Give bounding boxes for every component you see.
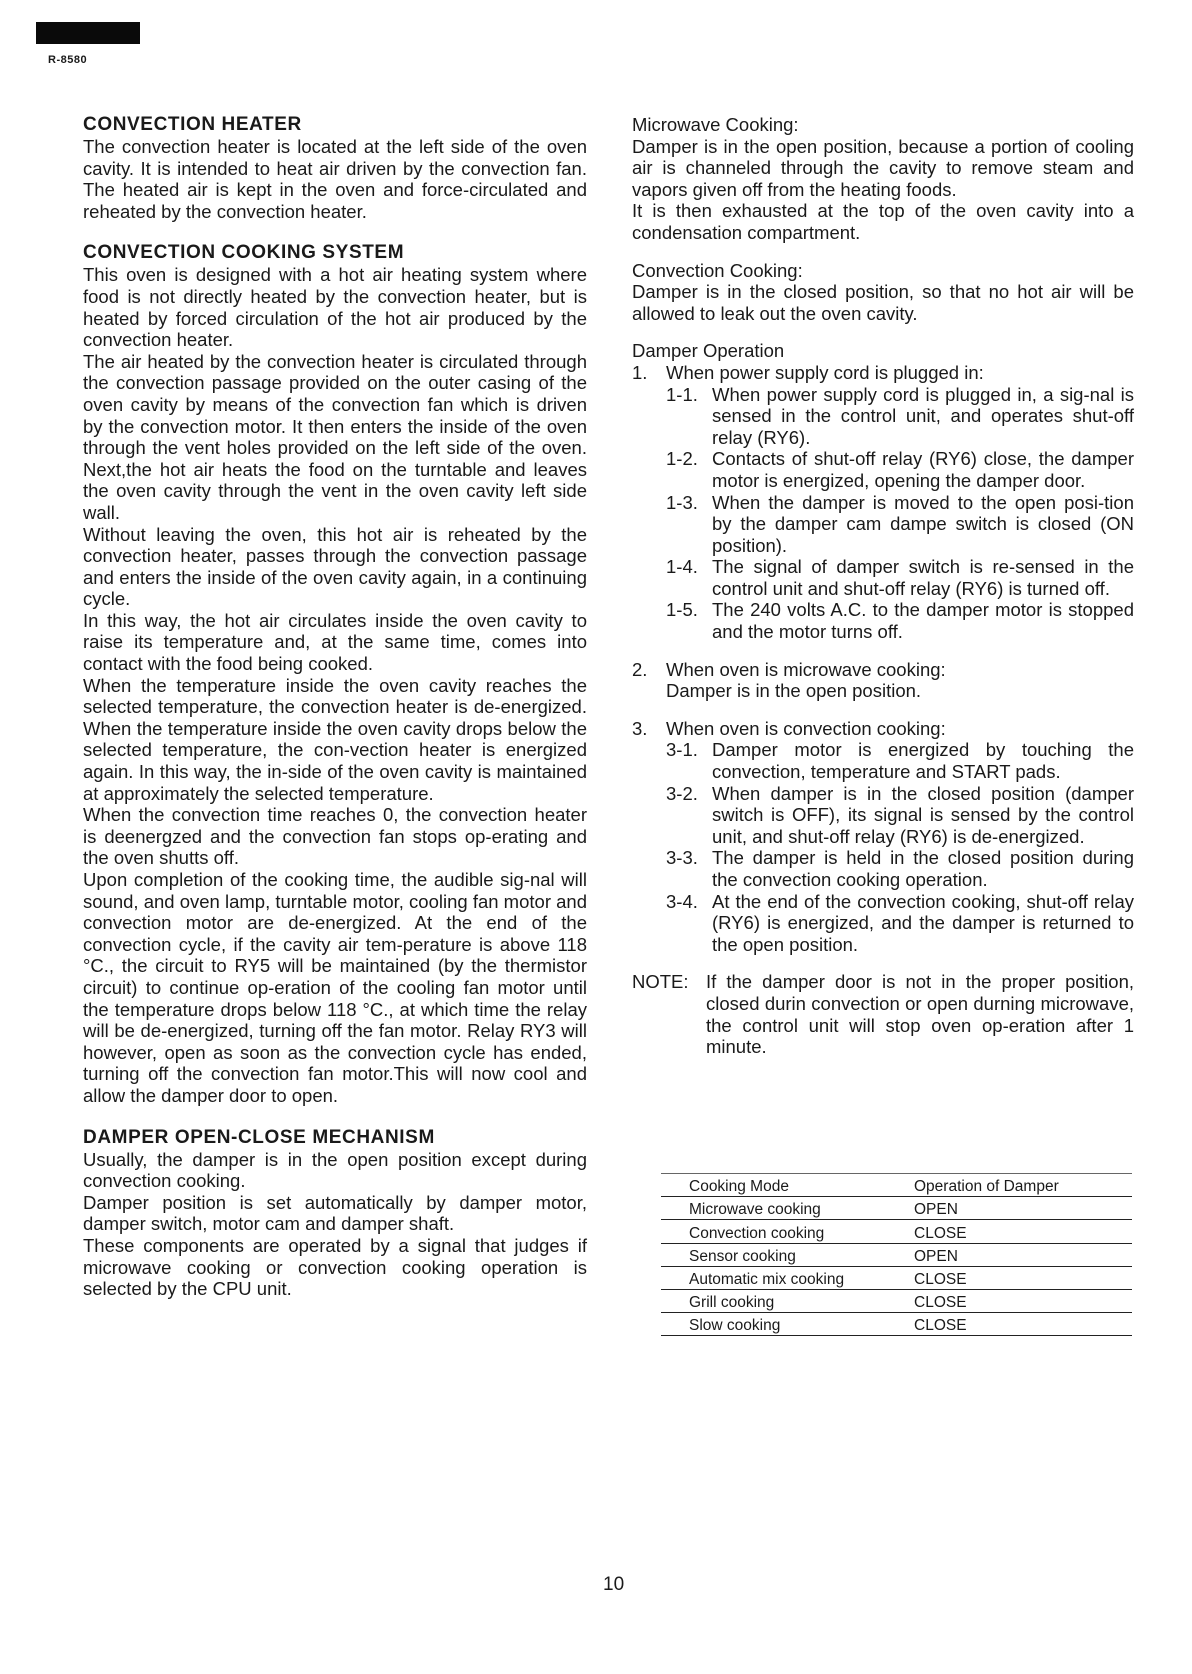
list-item: 1-2. Contacts of shut-off relay (RY6) close, the damper motor is energized, opening the damper door.: [666, 448, 1134, 491]
paragraph: In this way, the hot air circulates inside the oven cavity to raise its temperature and, at the same time, comes into contact with the food being cooked.: [83, 609, 587, 675]
paragraph: It is then exhausted at the top of the oven cavity into a condensation compartment.: [632, 200, 1134, 243]
subheading-convection-cooking: Convection Cooking:: [632, 259, 803, 281]
table-cell: CLOSE: [914, 1220, 1132, 1243]
table-row: [661, 1243, 1132, 1266]
paragraph: These components are operated by a signal that judges if microwave cooking or convection cooking operation is selected by the CPU unit.: [83, 1234, 587, 1300]
table-cell: Grill cooking: [661, 1289, 914, 1312]
list-item: 2. When oven is microwave cooking:: [632, 658, 946, 680]
table-cell: CLOSE: [914, 1313, 1132, 1336]
paragraph: Damper position is set automatically by damper motor, damper switch, motor cam and damper shaft.: [83, 1191, 587, 1235]
table-row: [661, 1220, 1132, 1243]
left-column: [83, 114, 587, 1300]
paragraph: Upon completion of the cooking time, the audible sig-nal will sound, and oven lamp, turntable motor, cooling fan motor and convection motor are de-energized. At the end of the convection cycle, if the cavity air tem-perature is above 118 °C., the circuit to RY5 will be maintained (by the thermistor circuit) to continue op-eration of the cooling fan motor until the temperature drops below 118 °C., at which time the relay will be de-energized, turning off the fan motor. Relay RY3 will however, open as soon as the convection cycle has ended, turning off the convection fan motor.This will now cool and allow the damper door to open.: [83, 869, 587, 1106]
table-header-cell: Operation of Damper: [914, 1174, 1132, 1197]
paragraph: Damper is in the open position.: [666, 680, 922, 702]
table-cell: Automatic mix cooking: [661, 1266, 914, 1289]
paragraph: Damper is in the open position, because a portion of cooling air is channeled through the cavity to remove steam and vapors given off from the heating foods.: [632, 135, 1134, 200]
section-title-convection-heater: CONVECTION HEATER: [83, 114, 302, 135]
table-cell: Sensor cooking: [661, 1243, 914, 1266]
paragraph: Damper is in the closed position, so that no hot air will be allowed to leak out the oven cavity.: [632, 281, 1134, 324]
table-cell: Convection cooking: [661, 1220, 914, 1243]
table-cell: Slow cooking: [661, 1313, 914, 1336]
table-row: [661, 1197, 1132, 1220]
section-title-damper-mechanism: DAMPER OPEN-CLOSE MECHANISM: [83, 1126, 435, 1148]
note: [632, 971, 1134, 1057]
list-item: 3-3. The damper is held in the closed position during the convection cooking operation.: [666, 847, 1134, 890]
section-title-convection-cooking-system: CONVECTION COOKING SYSTEM: [83, 242, 405, 264]
brand-logo-bar: [36, 22, 140, 44]
table-cell: OPEN: [914, 1197, 1132, 1220]
table-cell: OPEN: [914, 1243, 1132, 1266]
page-number: 10: [603, 1574, 625, 1595]
model-number: R-8580: [48, 54, 88, 66]
subheading-damper-operation: Damper Operation: [632, 340, 785, 362]
table-cell: CLOSE: [914, 1289, 1132, 1312]
subheading-microwave-cooking: Microwave Cooking:: [632, 114, 799, 135]
table-header-cell: Cooking Mode: [661, 1174, 914, 1197]
damper-operation-table: [661, 1173, 1132, 1336]
list-item: 1-5. The 240 volts A.C. to the damper motor is stopped and the motor turns off.: [666, 599, 1134, 643]
table-row: [661, 1289, 1132, 1312]
list-item: 1-4. The signal of damper switch is re-sensed in the control unit and shut-off relay (RY6) is turned off.: [666, 556, 1134, 599]
paragraph: Usually, the damper is in the open position except during convection cooking.: [83, 1148, 587, 1192]
paragraph: Without leaving the oven, this hot air is reheated by the convection heater, passes through the convection passage and enters the inside of the oven cavity again, in a continuing cycle.: [83, 523, 587, 610]
table-row: [661, 1266, 1132, 1289]
right-column: [632, 114, 1134, 1058]
note-text: If the damper door is not in the proper position, closed durin convection or open durning microwave, the control unit will stop oven op-eration after 1 minute.: [706, 971, 1134, 1058]
list-item: 1-3. When the damper is moved to the open posi-tion by the damper cam dampe switch is closed (ON position).: [666, 491, 1134, 556]
paragraph: When the convection time reaches 0, the convection heater is deenergzed and the convection fan stops op-erating and the oven shutts off.: [83, 804, 587, 869]
table-cell: Microwave cooking: [661, 1197, 914, 1220]
list-item: 1-1. When power supply cord is plugged in, a sig-nal is sensed in the control unit, and operates shut-off relay (RY6).: [666, 383, 1134, 448]
paragraph: When the temperature inside the oven cavity reaches the selected temperature, the convection heater is de-energized. When the temperature inside the oven cavity drops below the selected temperature, the con-vection heater is energized again. In this way, the in-side of the oven cavity is maintained at approximately the selected temperature.: [83, 674, 587, 804]
list-item: 3-1. Damper motor is energized by touching the convection, temperature and START pads.: [666, 739, 1134, 783]
paragraph: This oven is designed with a hot air heating system where food is not directly heated by the convection heater, but is heated by forced circulation of the hot air produced by the convection heater.: [83, 264, 587, 351]
list-item: 3. When oven is convection cooking:: [632, 717, 946, 739]
table-cell: CLOSE: [914, 1266, 1132, 1289]
table-header-row: [661, 1174, 1132, 1197]
list-item: 3-2. When damper is in the closed position (damper switch is OFF), its signal is sensed by the control unit, and shut-off relay (RY6) is de-energized.: [666, 782, 1134, 847]
paragraph: The air heated by the convection heater is circulated through the convection passage provided on the outer casing of the oven cavity by means of the convection fan which is driven by the convection motor. It then enters the inside of the oven through the vent holes provided on the left side of the oven. Next,the hot air heats the food on the turntable and leaves the oven cavity through the vent in the oven cavity left side wall.: [83, 350, 587, 523]
table-row: [661, 1313, 1132, 1336]
paragraph: The convection heater is located at the left side of the oven cavity. It is intended to heat air driven by the convection fan. The heated air is kept in the oven and force-circulated and reheated by the convection heater.: [83, 136, 587, 222]
list-item: 3-4. At the end of the convection cooking, shut-off relay (RY6) is energized, and the damper is returned to the open position.: [666, 890, 1134, 955]
list-item: 1. When power supply cord is plugged in:: [632, 361, 984, 383]
note-label: NOTE:: [632, 971, 689, 993]
